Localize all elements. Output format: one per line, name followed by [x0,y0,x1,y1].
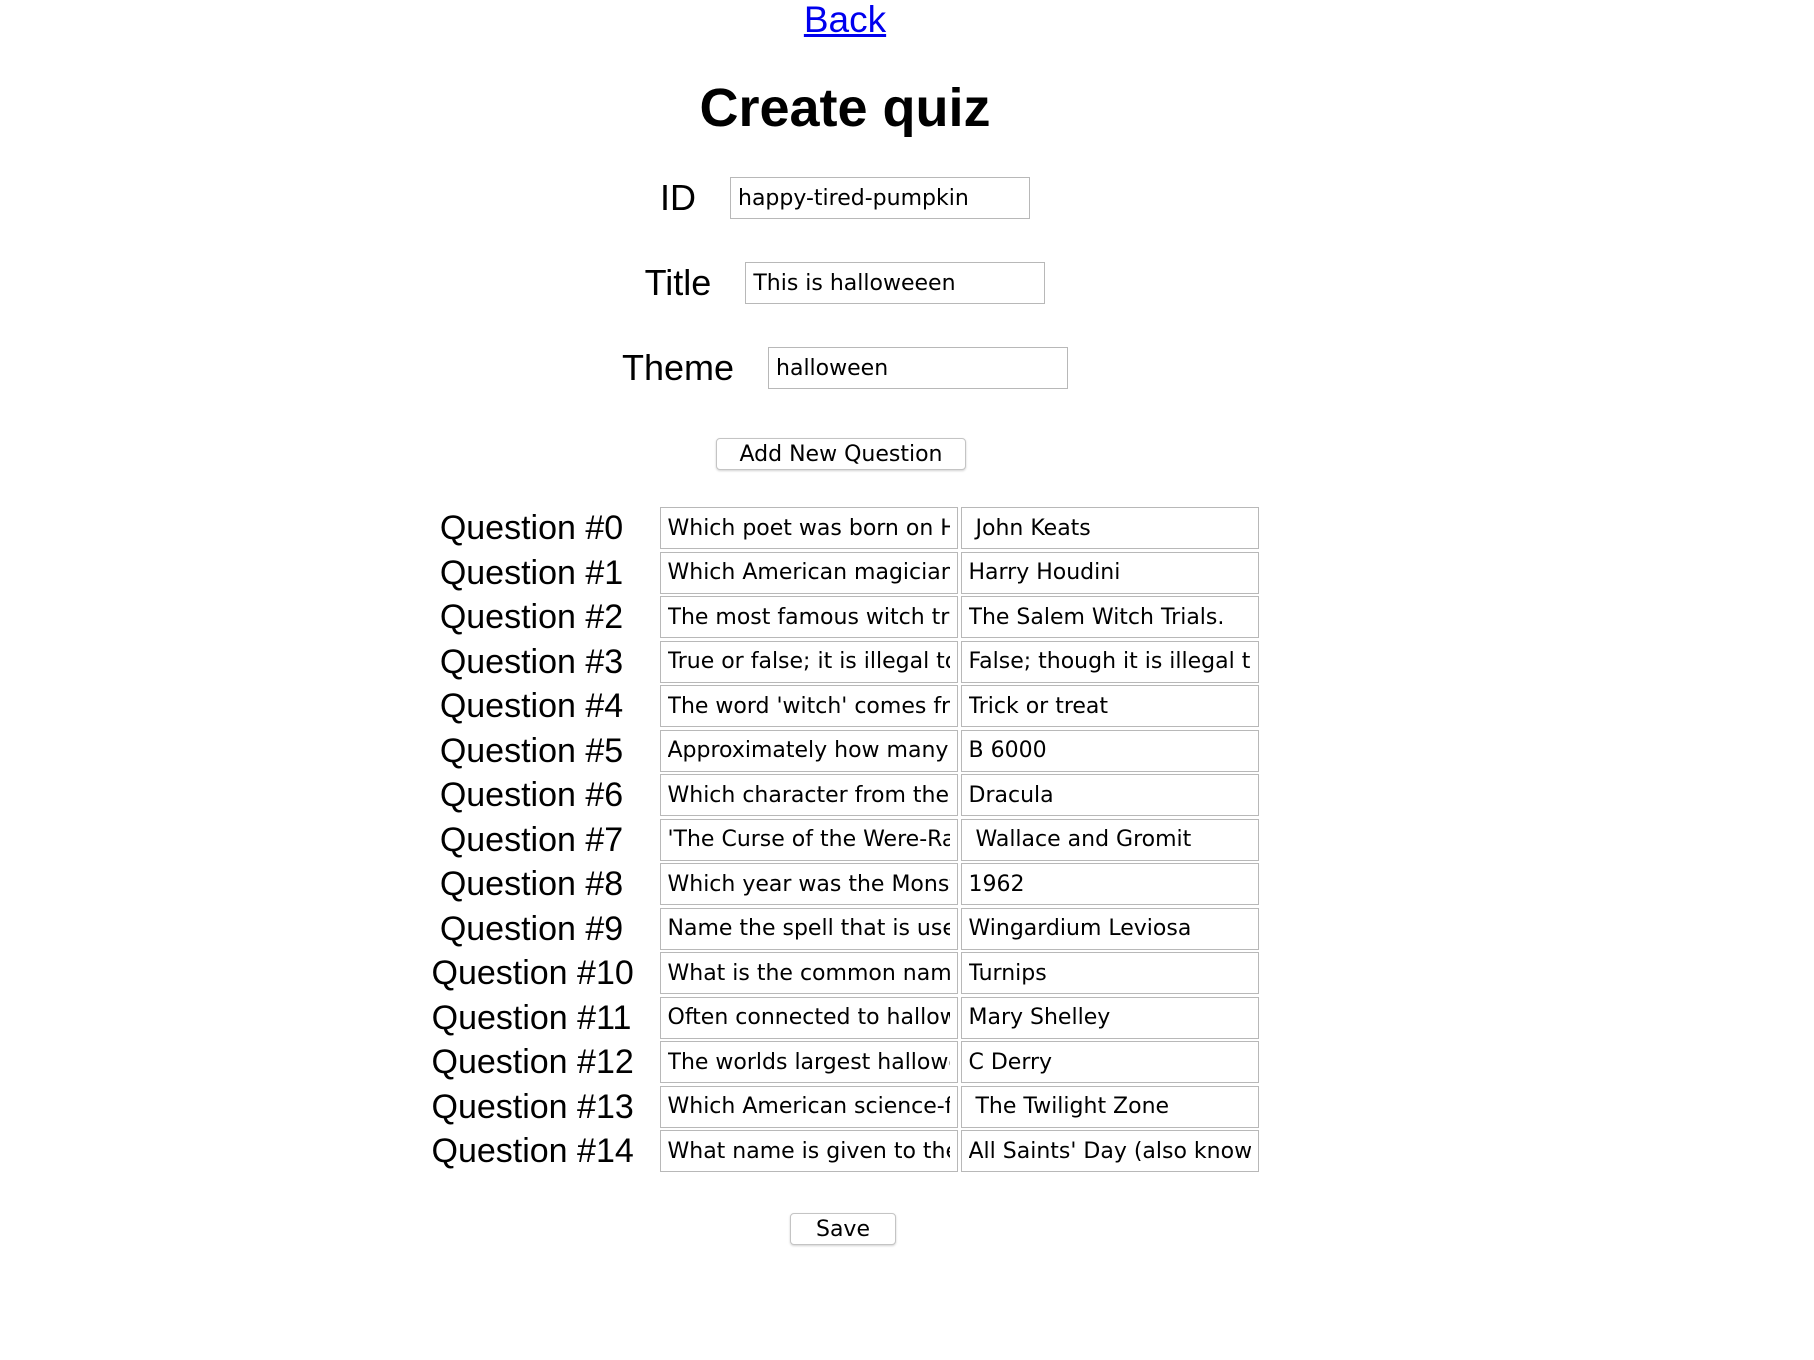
question-row [0,818,1690,863]
answer-text-input[interactable] [961,863,1259,905]
answer-text-input[interactable] [961,641,1259,683]
id-row [0,176,1690,220]
question-text-input[interactable] [660,774,958,816]
answer-text-input[interactable] [961,1086,1259,1128]
back-link[interactable]: Back [803,0,887,40]
question-row [0,773,1690,818]
question-label: Question #13 [431,1087,634,1126]
question-list [0,506,1690,1174]
id-label: ID [660,177,696,218]
question-label: Question #1 [439,553,624,592]
question-row [0,684,1690,729]
answer-text-input[interactable] [961,908,1259,950]
question-label: Question #9 [439,909,624,948]
answer-text-input[interactable] [961,952,1259,994]
title-input[interactable] [745,262,1045,304]
question-row [0,551,1690,596]
question-text-input[interactable] [660,1086,958,1128]
question-label: Question #8 [439,865,624,904]
question-row [0,595,1690,640]
question-text-input[interactable] [660,730,958,772]
question-row [0,729,1690,774]
question-row [0,951,1690,996]
title-row [0,261,1690,305]
question-row [0,1085,1690,1130]
answer-text-input[interactable] [961,730,1259,772]
page-title: Create quiz [699,78,991,138]
question-text-input[interactable] [660,952,958,994]
question-text-input[interactable] [660,997,958,1039]
theme-row [0,346,1690,390]
question-text-input[interactable] [660,641,958,683]
question-row [0,1040,1690,1085]
question-label: Question #4 [439,687,624,726]
answer-text-input[interactable] [961,507,1259,549]
question-label: Question #7 [439,820,624,859]
question-row [0,640,1690,685]
question-text-input[interactable] [660,552,958,594]
question-label: Question #2 [439,598,624,637]
question-label: Question #11 [431,998,632,1037]
save-button[interactable]: Save [790,1213,896,1245]
question-label: Question #14 [431,1132,634,1171]
answer-text-input[interactable] [961,1130,1259,1172]
question-label: Question #0 [439,509,624,548]
answer-text-input[interactable] [961,1041,1259,1083]
question-text-input[interactable] [660,863,958,905]
theme-input[interactable] [768,347,1068,389]
theme-label: Theme [621,347,735,388]
id-input[interactable] [730,177,1030,219]
question-text-input[interactable] [660,507,958,549]
question-row [0,1129,1690,1174]
answer-text-input[interactable] [961,552,1259,594]
question-label: Question #3 [439,642,624,681]
question-label: Question #10 [431,954,634,993]
question-text-input[interactable] [660,908,958,950]
question-label: Question #12 [431,1043,634,1082]
question-row [0,907,1690,952]
question-row [0,996,1690,1041]
question-text-input[interactable] [660,819,958,861]
question-row [0,506,1690,551]
question-text-input[interactable] [660,685,958,727]
answer-text-input[interactable] [961,774,1259,816]
answer-text-input[interactable] [961,819,1259,861]
question-row [0,862,1690,907]
question-label: Question #6 [439,776,624,815]
question-label: Question #5 [439,731,624,770]
answer-text-input[interactable] [961,596,1259,638]
answer-text-input[interactable] [961,997,1259,1039]
question-text-input[interactable] [660,1041,958,1083]
answer-text-input[interactable] [961,685,1259,727]
question-text-input[interactable] [660,1130,958,1172]
add-new-question-button[interactable]: Add New Question [716,438,966,470]
title-label: Title [644,262,712,303]
question-text-input[interactable] [660,596,958,638]
